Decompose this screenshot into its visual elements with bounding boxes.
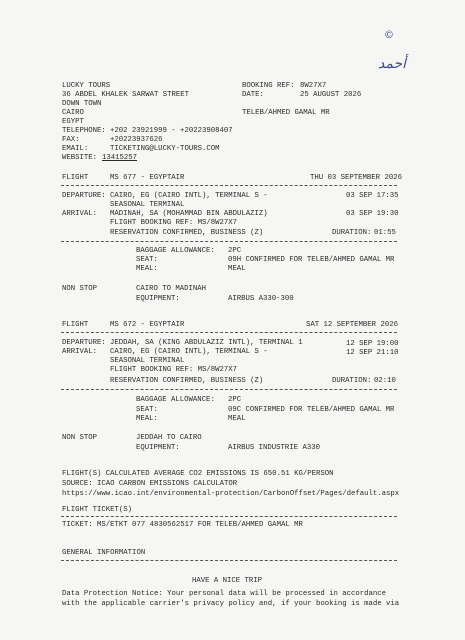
departure-label: DEPARTURE: — [62, 192, 106, 200]
section-divider — [61, 241, 397, 242]
flight-label: FLIGHT — [62, 321, 89, 329]
arrival-time: 12 SEP 21:10 — [346, 349, 399, 357]
emissions-text: FLIGHT(S) CALCULATED AVERAGE CO2 EMISSIONS IS 650.51 KG/PERSON — [62, 470, 334, 478]
booking-ref-label: BOOKING REF: — [242, 82, 295, 90]
equipment-value: AIRBUS INDUSTRIE A330 — [228, 444, 320, 452]
greeting: HAVE A NICE TRIP — [192, 577, 263, 585]
flight-label: FLIGHT — [62, 174, 89, 182]
reservation-status: RESERVATION CONFIRMED, BUSINESS (Z) — [110, 229, 264, 237]
seat-label: SEAT: — [136, 406, 158, 414]
emissions-link[interactable]: https://www.icao.int/environmental-protection/CarbonOffset/Pages/default.aspx — [62, 490, 400, 498]
baggage-value: 2PC — [228, 247, 242, 255]
flight-number: MS 677 - EGYPTAIR — [110, 174, 185, 182]
fax-label: FAX: — [62, 136, 80, 144]
duration-label: DURATION: — [332, 377, 372, 385]
departure-label: DEPARTURE: — [62, 339, 106, 347]
departure-location: JEDDAH, SA (KING ABDULAZIZ INTL), TERMINAL 1 — [110, 339, 303, 347]
flight-number: MS 672 - EGYPTAIR — [110, 321, 185, 329]
booking-date-value: 25 AUGUST 2026 — [300, 91, 362, 99]
email-label: EMAIL: — [62, 145, 89, 153]
departure-time: 12 SEP 19:00 — [346, 340, 399, 348]
email-value: TICKETING@LUCKY-TOURS.COM — [110, 145, 220, 153]
equipment-value: AIRBUS A330-300 — [228, 295, 294, 303]
handwritten-circle-mark: © — [384, 30, 394, 41]
section-divider — [61, 389, 397, 390]
duration-label: DURATION: — [332, 229, 372, 237]
agency-address-line: CAIRO — [62, 109, 84, 117]
equipment-label: EQUIPMENT: — [136, 295, 180, 303]
baggage-label: BAGGAGE ALLOWANCE: — [136, 247, 215, 255]
flight-booking-ref: FLIGHT BOOKING REF: MS/8W27X7 — [110, 219, 237, 227]
seat-value: 09H CONFIRMED FOR TELEB/AHMED GAMAL MR — [228, 256, 395, 264]
meal-label: MEAL: — [136, 415, 158, 423]
fax-value: +20223937626 — [110, 136, 163, 144]
telephone-label: TELEPHONE: — [62, 127, 106, 135]
baggage-value: 2PC — [228, 396, 242, 404]
general-heading: GENERAL INFORMATION — [62, 549, 146, 557]
data-protection-notice: Data Protection Notice: Your personal data will be processed in accordance — [62, 590, 387, 598]
passenger-name: TELEB/AHMED GAMAL MR — [242, 109, 330, 117]
equipment-label: EQUIPMENT: — [136, 444, 180, 452]
agency-address-line: DOWN TOWN — [62, 100, 102, 108]
booking-date-label: DATE: — [242, 91, 264, 99]
flight-date: THU 03 SEPTEMBER 2026 — [310, 174, 402, 182]
section-divider — [61, 185, 397, 186]
flight-booking-ref: FLIGHT BOOKING REF: MS/8W27X7 — [110, 366, 237, 374]
handwritten-name: أحمد — [378, 56, 406, 72]
meal-value: MEAL — [228, 415, 246, 423]
website-link[interactable]: 13415257 — [102, 154, 138, 162]
section-divider — [61, 516, 397, 517]
data-protection-notice: with the applicable carrier's privacy policy and, if your booking is made via — [62, 600, 400, 608]
stop-info: NON STOP — [62, 434, 98, 442]
telephone-value: +202 23921999 - +20223908407 — [110, 127, 233, 135]
section-divider — [61, 560, 397, 561]
section-divider — [61, 332, 397, 333]
seat-label: SEAT: — [136, 256, 158, 264]
departure-terminal-extra: SEASONAL TERMINAL — [110, 201, 185, 209]
flight-date: SAT 12 SEPTEMBER 2026 — [306, 321, 398, 329]
arrival-terminal-extra: SEASONAL TERMINAL — [110, 357, 185, 365]
duration-value: 02:10 — [374, 377, 396, 385]
baggage-label: BAGGAGE ALLOWANCE: — [136, 396, 215, 404]
arrival-location: MADINAH, SA (MOHAMMAD BIN ABDULAZIZ) — [110, 210, 268, 218]
agency-address-line: 36 ABDEL KHALEK SARWAT STREET — [62, 91, 189, 99]
duration-value: 01:55 — [374, 229, 396, 237]
arrival-label: ARRIVAL: — [62, 348, 98, 356]
route: JEDDAH TO CAIRO — [136, 434, 202, 442]
stop-info: NON STOP — [62, 285, 98, 293]
departure-time: 03 SEP 17:35 — [346, 192, 399, 200]
arrival-label: ARRIVAL: — [62, 210, 98, 218]
ticket-line: TICKET: MS/ETKT 077 4830562517 FOR TELEB/AHMED GAMAL MR — [62, 521, 303, 529]
arrival-time: 03 SEP 19:30 — [346, 210, 399, 218]
agency-address-line: EGYPT — [62, 118, 84, 126]
departure-location: CAIRO, EG (CAIRO INTL), TERMINAL S - — [110, 192, 268, 200]
tickets-heading: FLIGHT TICKET(S) — [62, 506, 133, 514]
emissions-source: SOURCE: ICAO CARBON EMISSIONS CALCULATOR — [62, 480, 238, 488]
seat-value: 09C CONFIRMED FOR TELEB/AHMED GAMAL MR — [228, 406, 395, 414]
agency-name: LUCKY TOURS — [62, 82, 111, 90]
meal-label: MEAL: — [136, 265, 158, 273]
meal-value: MEAL — [228, 265, 246, 273]
arrival-location: CAIRO, EG (CAIRO INTL), TERMINAL S - — [110, 348, 268, 356]
route: CAIRO TO MADINAH — [136, 285, 207, 293]
booking-ref-value: 8W27X7 — [300, 82, 327, 90]
reservation-status: RESERVATION CONFIRMED, BUSINESS (Z) — [110, 377, 264, 385]
website-label: WEBSITE: — [62, 154, 98, 162]
